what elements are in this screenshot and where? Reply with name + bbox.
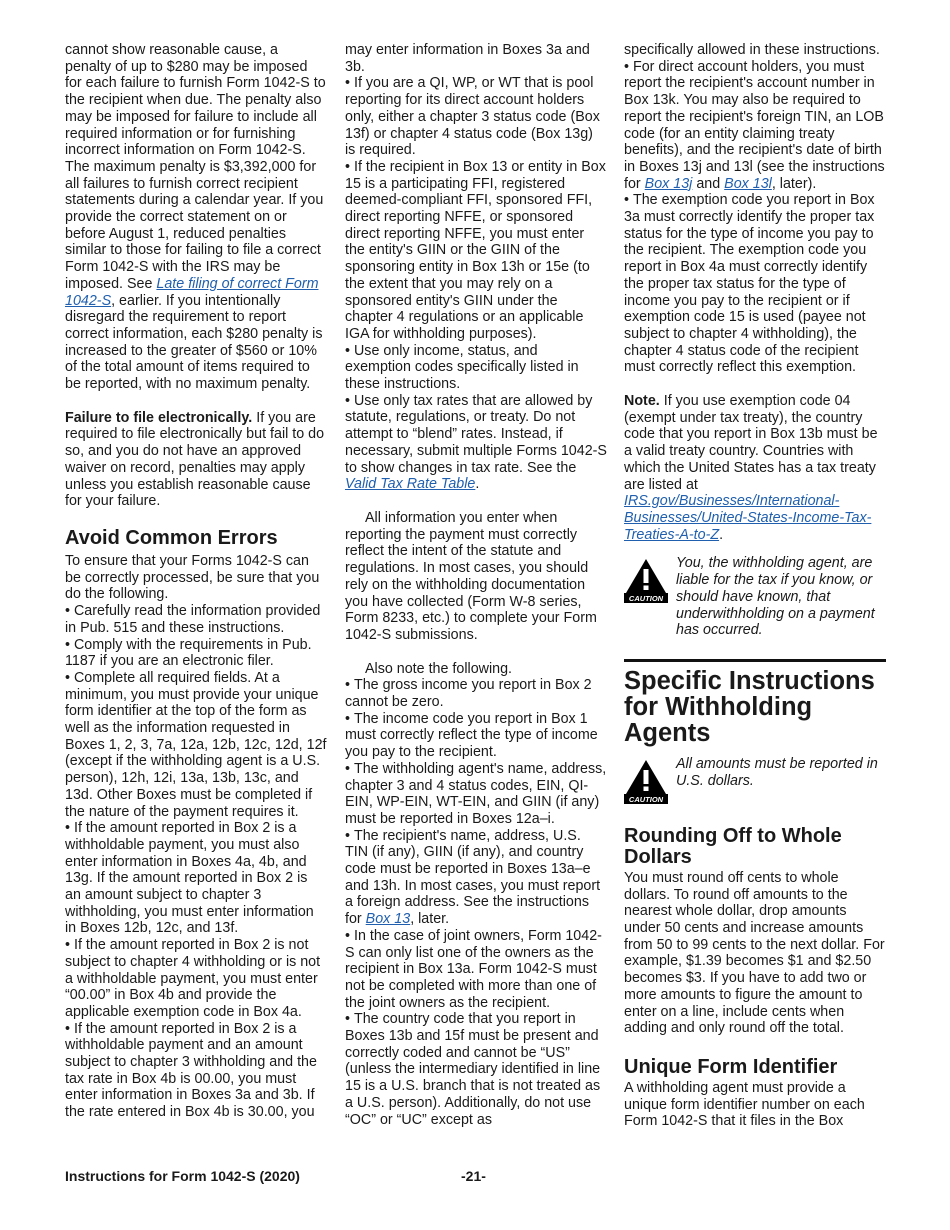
column-1 [65, 42, 327, 1121]
list-item: • The recipient's name, address, U.S. TIN (if any), GIIN (if any), and country code must be reported in Boxes 13a–e and 13h. In most cases, you must report a foreign address. See the instructions for Box 13, later. [345, 828, 607, 928]
continued-paragraph: may enter information in Boxes 3a and 3b. [345, 42, 590, 75]
penalty-paragraph: cannot show reasonable cause, a penalty of up to $280 may be imposed for each failure to furnish Form 1042-S to the recipient when due. The penalty also may be imposed for failure to include all required information or for furnishing incorrect information on Form 1042-S. The maximum penalty is $3,392,000 for all failures to furnish correct recipient statements during a calendar year. If you provide the correct statement on or before August 1, reduced penalties similar to those for failing to file a correct Form 1042-S with the IRS may be imposed. See Late filing of correct Form 1042-S, earlier. If you intentionally disregard the requirement to report correct information, each $280 penalty is increased to the greater of $560 or 10% of the total amount of items required to be reported, with no maximum penalty. [65, 42, 326, 393]
box-13l-link[interactable]: Box 13l [724, 175, 772, 192]
note-paragraph: Note. If you use exemption code 04 (exempt under tax treaty), the country code that you report in Box 13b must be a valid treaty country. Countries with which the United States has a tax treaty are listed at IRS.gov/Businesses/International-Businesses/United-States-Income-Tax-Treaties-A-to-Z. [624, 393, 878, 543]
svg-text:CAUTION: CAUTION [628, 594, 664, 604]
continued-paragraph: specifically allowed in these instructions. [624, 42, 880, 58]
treaties-link[interactable]: IRS.gov/Businesses/International-Businesses/United-States-Income-Tax-Treaties-A-to-Z [624, 493, 872, 543]
caution-icon [624, 557, 668, 603]
caution-box [624, 756, 886, 806]
caution-icon [624, 758, 668, 804]
list-item: • For direct account holders, you must report the recipient's account number in Box 13k. You may also be required to report the recipient's foreign TIN, an LOB code (for an entity claiming treaty benefits), and the recipient's date of birth in Boxes 13j and 13l (see the instructions for Box 13j and Box 13l, later). [624, 59, 886, 193]
list-item: • Carefully read the information provided in Pub. 515 and these instructions. [65, 603, 327, 636]
list-item: • Complete all required fields. At a minimum, you must provide your unique form identifier at the top of the form as well as the information requested in Boxes 1, 2, 3, 7a, 12a, 12b, 12c, 12d, 12f (except if the withholding agent is a U.S. person), 12h, 12i, 13a, 13b, 13c, and 13d. Other Boxes must be completed if the nature of the payment requires it. [65, 670, 327, 820]
statute-paragraph: All information you enter when reporting the payment must correctly reflect the intent of the statute and regulations. In most cases, you should rely on the withholding documentation you have collected (Form W-8 series, Form 8233, etc.) to complete your Form 1042-S submissions. [345, 509, 597, 643]
failure-to-file-paragraph: Failure to file electronically. If you are required to file electronically but fail to do so, and you do not have an approved waiver on record, penalties may apply unless you establish reasonable cause for your failure. [65, 409, 325, 510]
list-item: • If you are a QI, WP, or WT that is pool reporting for its direct account holders only, either a chapter 3 status code (Box 13f) or chapter 4 status code (Box 13g) is required. [345, 75, 607, 159]
unique-form-identifier-heading: Unique Form Identifier [624, 1055, 838, 1078]
intro-paragraph: To ensure that your Forms 1042-S can be correctly processed, be sure that you do the following. [65, 552, 320, 603]
rounding-heading: Rounding Off to Whole Dollars [624, 824, 842, 868]
list-item: • If the amount reported in Box 2 is not subject to chapter 4 withholding or is not a withholdable payment, you must enter “00.00” in Box 4b and provide the applicable exemption code in Box 4a. [65, 937, 327, 1021]
avoid-common-errors-heading: Avoid Common Errors [65, 526, 278, 549]
list-item: • If the amount reported in Box 2 is a withholdable payment and an amount subject to chapter 3 withholding and the tax rate in Box 4b is 00.00, you must enter information in Boxes 3a and 3b. If the rate entered in Box 4b is 30.00, you [65, 1021, 327, 1121]
rounding-paragraph: You must round off cents to whole dollars. To round off amounts to the nearest whole dollar, drop amounts under 50 cents and increase amounts from 50 to 99 cents to the next dollar. For example, $1.39 becomes $1 and $2.50 becomes $3. If you have to add two or more amounts to figure the amount to enter on a line, include cents when adding and only round off the total. [624, 869, 885, 1037]
list-item: • Comply with the requirements in Pub. 1187 if you are an electronic filer. [65, 637, 327, 670]
list-item: • In the case of joint owners, Form 1042-S can only list one of the owners as the recipient in Box 13a. Form 1042-S must not be completed with more than one of the joint owners as the recipient. [345, 928, 607, 1012]
column-2 [345, 42, 607, 1128]
specific-instructions-heading: Specific Instructions for Withholding Agents [624, 659, 886, 746]
note-following-paragraph: Also note the following. [365, 660, 513, 677]
late-filing-link[interactable]: Late filing of correct Form 1042-S [65, 275, 319, 309]
valid-tax-rate-table-link[interactable]: Valid Tax Rate Table [345, 476, 476, 493]
caution-box [624, 555, 886, 639]
list-item: • If the recipient in Box 13 or entity in Box 15 is a participating FFI, registered deemed-compliant FFI, sponsored FFI, direct reporting NFFE, or sponsored direct reporting NFFE, you must enter the entity's GIIN or the GIIN of the sponsoring entity in Box 13h or 15e (to the extent that you may rely on a sponsored entity's GIIN under the chapter 4 regulations or an applicable IGA for withholding purposes). [345, 159, 607, 343]
column-3 [624, 42, 886, 1130]
list-item: • Use only tax rates that are allowed by statute, regulations, or treaty. Do not attempt to “blend” rates. Instead, if necessary, submit multiple Forms 1042-S to show changes in tax rate. See the Valid Tax Rate Table. [345, 393, 607, 493]
list-item: • The income code you report in Box 1 must correctly reflect the type of income you pay to the recipient. [345, 711, 607, 761]
page-number: -21- [461, 1168, 486, 1184]
list-item: • The gross income you report in Box 2 cannot be zero. [345, 677, 607, 710]
caution-text: All amounts must be reported in U.S. dollars. [676, 755, 878, 789]
list-item: • The country code that you report in Boxes 13b and 15f must be present and correctly coded and cannot be “US” (unless the intermediary identified in line 15 is a U.S. branch that is not treated as a U.S. person). Additionally, do not use “OC” or “UC” except as [345, 1011, 607, 1128]
list-item: • The exemption code you report in Box 3a must correctly identify the proper tax status for the type of income you pay to the recipient. The exemption code you report in Box 4a must correctly identify the proper tax status for the type of income you pay to the recipient or if exemption code 15 is used (payee not subject to chapter 4 withholding), the chapter 4 status code of the recipient must correctly reflect this exemption. [624, 192, 886, 376]
list-item: • The withholding agent's name, address, chapter 3 and 4 status codes, EIN, QI-EIN, WP-EIN, WT-EIN, and GIIN (if any) must be reported in Boxes 12a–i. [345, 761, 607, 828]
box-13j-link[interactable]: Box 13j [644, 175, 693, 192]
box-13-link[interactable]: Box 13 [365, 911, 411, 928]
footer-title: Instructions for Form 1042-S (2020) [65, 1168, 300, 1184]
list-item: • If the amount reported in Box 2 is a withholdable payment, you must also enter information in Boxes 4a, 4b, and 13g. If the amount reported in Box 2 is an amount subject to chapter 3 withholding, you must enter information in Boxes 12b, 12c, and 13f. [65, 820, 327, 937]
caution-text: You, the withholding agent, are liable for the tax if you know, or should have known, that underwithholding on a payment has occurred. [676, 555, 875, 639]
list-item: • Use only income, status, and exemption codes specifically listed in these instructions. [345, 343, 607, 393]
svg-text:CAUTION: CAUTION [628, 794, 664, 804]
ufi-paragraph: A withholding agent must provide a unique form identifier number on each Form 1042-S that it files in the Box [624, 1079, 865, 1130]
